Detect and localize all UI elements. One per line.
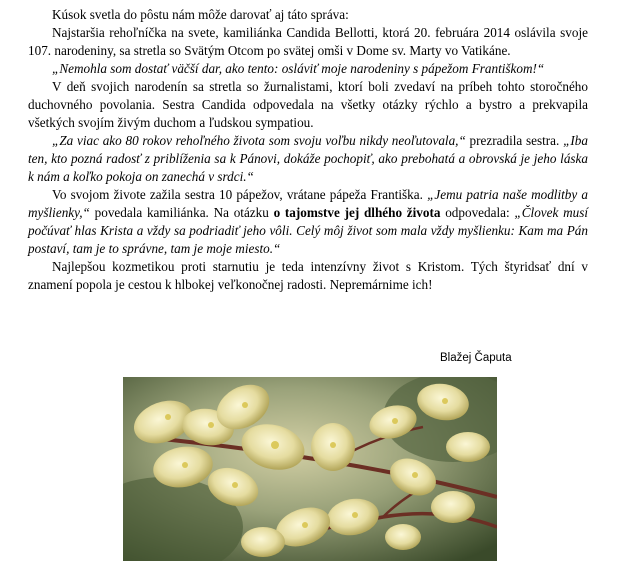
pussy-willow-branch-icon [123, 377, 497, 561]
paragraph-news: Najstaršia rehoľníčka na svete, kamiliánka Candida Bellotti, ktorá 20. februára 2014 oslávila svoje 107. narodeniny, sa stretla so Svätým Otcom po svätej omši v Dome sv. Marty vo Vatikáne. [28, 25, 588, 58]
quote-vocation: „Za viac ako 80 rokov rehoľného života som svoju voľbu nikdy neoľutovala,“ [52, 133, 466, 148]
quote-listen-christ: „Človek musí počúvať hlas Krista a vždy sa podriadiť jeho vôli. Celý môj život som mala vždy myšlienku: Kam ma Pán postaví, tam je to správne, tam je moje miesto.“ [28, 205, 588, 256]
text-secret-long-life: o tajomstve jej dlhého života [273, 205, 441, 220]
paragraph-quote-birthday [28, 60, 588, 78]
article-body [28, 6, 588, 294]
pussy-willow-photo [123, 377, 497, 561]
text-popes: Vo svojom živote zažila sestra 10 pápežov, vrátane pápeža Františka. [52, 187, 428, 202]
quote-joy: „Iba ten, kto pozná radosť z priblíženia sa k Pánovi, dokáže pochopiť, ako prebohatá a obrovská je jeho láska k nám a koľko pokoja on zanechá v srdci.“ [28, 133, 588, 184]
text-said-camillian: povedala kamiliánka. Na otázku [89, 205, 274, 220]
paragraph-journalists: V deň svojich narodenín sa stretla so žurnalistami, ktorí boli zvedaví na príbeh tohto storočného duchovného povolania. Sestra Candida odpovedala na všetky otázky rýchlo a bystro a prekvapila všetkých svojím živým duchom a ľudskou sympatiou. [28, 79, 588, 130]
quote-prayers: „Jemu patria naše modlitby a myšlienky,“ [28, 187, 588, 220]
paragraph-intro: Kúsok svetla do pôstu nám môže darovať aj táto správa: [52, 7, 349, 22]
paragraph-popes [28, 186, 588, 258]
paragraph-conclusion: Najlepšou kozmetikou proti starnutiu je teda intenzívny život s Kristom. Tých štyridsať dní v znamení popola je cestou k hlbokej veľkonočnej radosti. Nepremárnime ich! [28, 259, 588, 292]
quote-birthday: „Nemohla som dostať väčší dar, ako tento: osláviť moje narodeniny s pápežom Františkom!“ [52, 61, 545, 76]
author-signature: Blažej Čaputa [440, 352, 512, 364]
text-answered: odpovedala: [440, 205, 515, 220]
paragraph-vocation [28, 132, 588, 186]
text-said-sister: prezradila sestra. [465, 133, 564, 148]
